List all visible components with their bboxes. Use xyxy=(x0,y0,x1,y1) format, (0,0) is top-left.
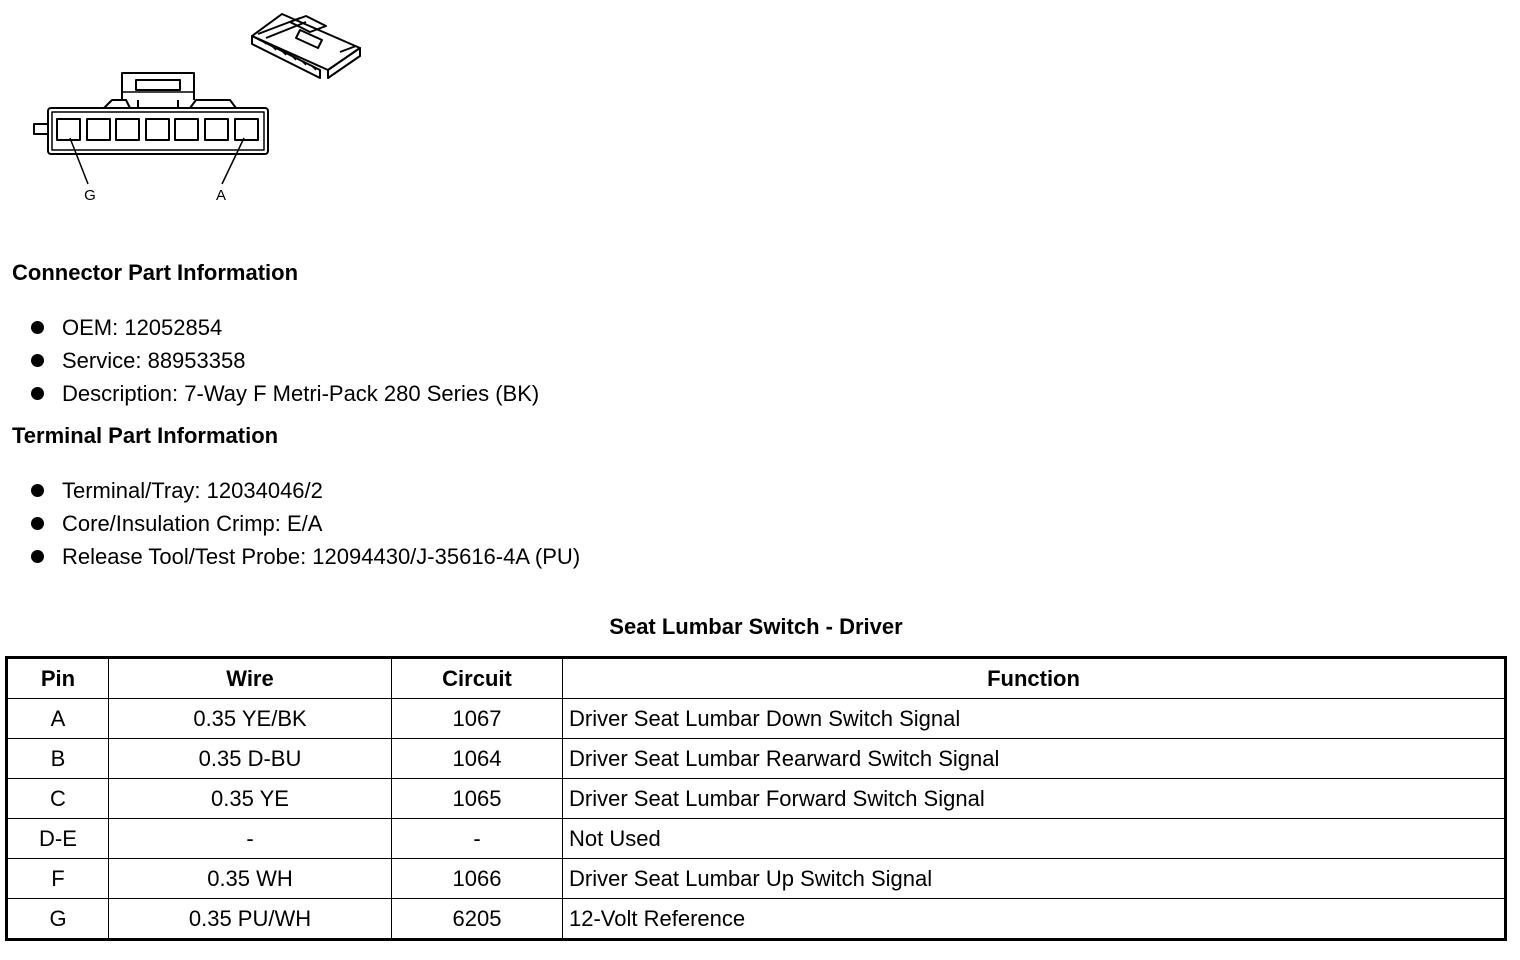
list-item xyxy=(30,344,539,377)
terminal-info-heading: Terminal Part Information xyxy=(12,423,279,448)
cell-circuit: 6205 xyxy=(392,899,563,940)
cell-pin: D-E xyxy=(7,819,109,859)
release-tool: Release Tool/Test Probe: 12094430/J-35616-4A (PU) xyxy=(62,544,581,569)
cell-function: Driver Seat Lumbar Forward Switch Signal xyxy=(563,779,1506,819)
table-row xyxy=(7,859,1506,899)
list-item xyxy=(30,474,580,507)
list-item xyxy=(30,377,539,410)
cell-wire: - xyxy=(109,819,392,859)
column-header-pin: Pin xyxy=(7,658,109,699)
connector-isometric-view xyxy=(252,14,360,78)
cell-wire: 0.35 PU/WH xyxy=(109,899,392,940)
list-item xyxy=(30,540,580,573)
pin-label-a: A xyxy=(215,187,227,204)
bullet-icon xyxy=(31,387,44,400)
cell-function: Not Used xyxy=(563,819,1506,859)
cell-wire: 0.35 D-BU xyxy=(109,739,392,779)
connector-info-heading: Connector Part Information xyxy=(12,260,299,285)
terminal-info-list xyxy=(30,474,580,573)
bullet-icon xyxy=(31,550,44,563)
connector-info-list xyxy=(30,311,539,410)
cell-function: Driver Seat Lumbar Up Switch Signal xyxy=(563,859,1506,899)
cell-circuit: 1066 xyxy=(392,859,563,899)
bullet-icon xyxy=(31,484,44,497)
cell-function: Driver Seat Lumbar Rearward Switch Signal xyxy=(563,739,1506,779)
column-header-function: Function xyxy=(563,658,1506,699)
table-row xyxy=(7,779,1506,819)
column-header-wire: Wire xyxy=(109,658,392,699)
pin-label-g: G xyxy=(84,187,96,204)
cell-pin: A xyxy=(7,699,109,739)
terminal-tray: Terminal/Tray: 12034046/2 xyxy=(62,478,323,503)
table-title: Seat Lumbar Switch - Driver xyxy=(609,614,903,639)
connector-oem: OEM: 12052854 xyxy=(62,315,223,340)
table-row xyxy=(7,739,1506,779)
table-row xyxy=(7,819,1506,859)
list-item xyxy=(30,507,580,540)
table-row xyxy=(7,699,1506,739)
cell-function: Driver Seat Lumbar Down Switch Signal xyxy=(563,699,1506,739)
connector-diagram xyxy=(0,0,380,215)
cell-wire: 0.35 YE xyxy=(109,779,392,819)
cell-function: 12-Volt Reference xyxy=(563,899,1506,940)
cell-pin: C xyxy=(7,779,109,819)
list-item xyxy=(30,311,539,344)
connector-service: Service: 88953358 xyxy=(62,348,246,373)
cell-circuit: 1064 xyxy=(392,739,563,779)
bullet-icon xyxy=(31,321,44,334)
cell-circuit: 1067 xyxy=(392,699,563,739)
table-row xyxy=(7,899,1506,940)
cell-pin: B xyxy=(7,739,109,779)
column-header-circuit: Circuit xyxy=(392,658,563,699)
connector-front-view xyxy=(34,73,268,184)
cell-pin: F xyxy=(7,859,109,899)
cell-pin: G xyxy=(7,899,109,940)
bullet-icon xyxy=(31,517,44,530)
crimp-info: Core/Insulation Crimp: E/A xyxy=(62,511,323,536)
table-header-row xyxy=(7,658,1506,699)
pinout-table xyxy=(5,656,1507,941)
cell-wire: 0.35 YE/BK xyxy=(109,699,392,739)
bullet-icon xyxy=(31,354,44,367)
cell-circuit: - xyxy=(392,819,563,859)
cell-circuit: 1065 xyxy=(392,779,563,819)
connector-description: Description: 7-Way F Metri-Pack 280 Series (BK) xyxy=(62,381,540,406)
cell-wire: 0.35 WH xyxy=(109,859,392,899)
